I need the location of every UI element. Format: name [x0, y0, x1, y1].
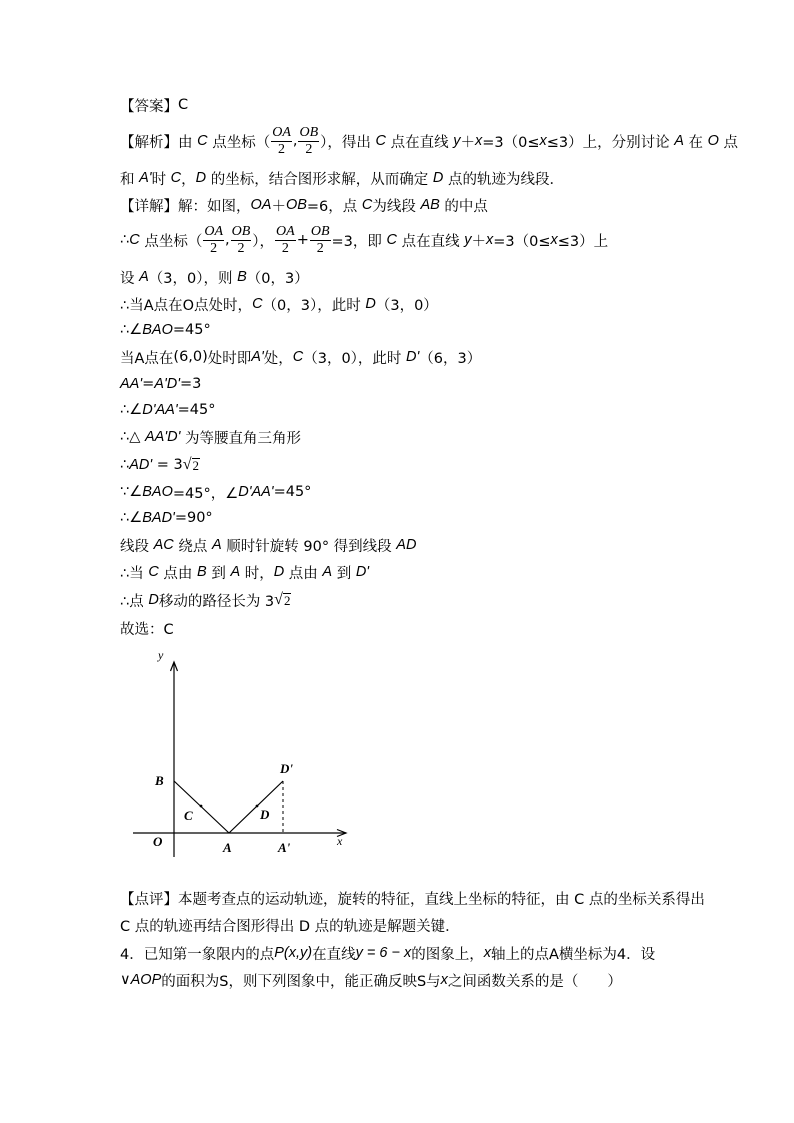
- math-variable: y = 6 − x: [355, 945, 412, 961]
- text-run: =3: [179, 376, 202, 392]
- fraction: [203, 225, 224, 256]
- math-variable: C: [252, 296, 263, 312]
- text-run: ，: [181, 171, 196, 188]
- math-variable: OB: [285, 197, 307, 213]
- math-variable: B: [237, 269, 247, 285]
- math-variable: BAO: [142, 322, 173, 338]
- math-variable: D: [432, 170, 444, 186]
- text-run: ∴∠: [120, 402, 143, 418]
- math-variable: D: [148, 592, 159, 608]
- text-run: =90°: [174, 510, 213, 526]
- text-run: 绕点: [173, 538, 212, 555]
- math-variable: AC: [153, 537, 174, 553]
- text-run: 的图象上，: [411, 946, 484, 963]
- text-run: 4．已知第一象限内的点: [120, 946, 275, 963]
- label-D-prime: D': [280, 761, 293, 776]
- text-run: 到: [332, 565, 356, 582]
- math-variable: x: [440, 972, 448, 988]
- text-run: 时: [151, 171, 171, 188]
- text-run: 【答案】: [120, 98, 178, 115]
- fraction-numerator: OB: [231, 223, 251, 239]
- fraction-numerator: OB: [299, 124, 319, 140]
- math-variable: AB: [420, 197, 440, 213]
- text-run: 时，: [240, 565, 274, 582]
- fraction: [275, 225, 296, 256]
- text-run: ＋: [271, 198, 286, 215]
- math-variable: x: [550, 232, 558, 248]
- text-run: 的坐标，结合图形求解，从而确定: [206, 171, 433, 188]
- fraction-numerator: OA: [204, 223, 223, 239]
- math-variable: B: [197, 564, 207, 580]
- text-run: 在: [683, 134, 708, 151]
- radical-sign: √: [274, 591, 283, 608]
- choice-line: [120, 612, 174, 644]
- text-run: （3，0），此时: [303, 350, 407, 367]
- answer-line: [120, 89, 188, 121]
- text-run: （3，0），则: [148, 270, 238, 287]
- math-variable: x: [539, 133, 547, 149]
- text-run: 线段: [120, 538, 154, 555]
- math-variable: AA'D': [145, 429, 181, 445]
- text-run: ,: [225, 232, 230, 248]
- math-variable: BAD': [142, 510, 175, 526]
- fraction-denominator: 2: [210, 240, 218, 256]
- text-run: 为等腰直角三角形: [180, 430, 301, 447]
- text-run: ,: [292, 133, 298, 149]
- text-run: （0，3）: [246, 270, 309, 287]
- text-run: ∵∠: [120, 484, 143, 500]
- fraction-numerator: OA: [272, 124, 291, 140]
- math-variable: P(x,y): [274, 945, 313, 961]
- math-variable: D: [195, 170, 207, 186]
- text-run: 处时即: [207, 350, 252, 367]
- radicand: 2: [283, 593, 291, 608]
- text-run: 点由: [158, 565, 198, 582]
- text-run: ∴∠: [120, 510, 143, 526]
- text-run: 点坐标（: [207, 134, 271, 151]
- text-run: 故选：C: [120, 621, 174, 638]
- label-D: D: [260, 807, 270, 822]
- text-run: ≤3）上，分别讨论: [546, 134, 675, 151]
- math-variable: C: [292, 349, 304, 365]
- segment-AD-prime: [229, 781, 283, 833]
- math-variable: OA: [250, 197, 272, 213]
- text-run: 【详解】解：如图，: [120, 198, 251, 215]
- math-variable: D': [355, 564, 370, 580]
- radical-sign: √: [182, 456, 192, 473]
- detail-line-1: [120, 189, 488, 221]
- text-run: C 点的轨迹再结合图形得出 D 点的轨迹是解题关键．: [120, 918, 460, 935]
- text-run: 点坐标（: [139, 233, 203, 250]
- math-variable: D'AA': [238, 484, 274, 500]
- text-run: 点在直线: [386, 134, 454, 151]
- text-run: ＋: [460, 134, 475, 151]
- radicand: 2: [192, 458, 200, 473]
- text-run: ＋: [471, 233, 486, 250]
- square-root: [183, 456, 200, 474]
- math-variable: D': [406, 349, 420, 365]
- text-run: +: [296, 232, 309, 248]
- text-run: ∴△: [120, 429, 145, 445]
- text-run: ≤3）上: [557, 233, 609, 250]
- text-run: = 3: [152, 457, 183, 473]
- math-variable: AOP: [130, 972, 162, 988]
- fraction-denominator: 2: [237, 240, 245, 256]
- label-y-axis: y: [158, 648, 164, 662]
- math-variable: A': [251, 349, 264, 365]
- fraction-denominator: 2: [305, 141, 313, 157]
- point-C-dot: [200, 805, 203, 808]
- text-run: =3（0≤: [482, 134, 540, 151]
- square-root: [274, 591, 291, 609]
- text-run: ∴当: [120, 565, 149, 582]
- math-variable: C: [148, 564, 159, 580]
- fraction: [310, 225, 331, 256]
- text-run: 在直线: [312, 946, 356, 963]
- question-4-line-2: [120, 964, 622, 996]
- math-variable: C: [197, 133, 208, 149]
- math-variable: D: [365, 296, 376, 312]
- text-run: ∴点: [120, 593, 149, 610]
- math-variable: AD': [129, 457, 153, 473]
- coordinate-figure: [130, 645, 360, 860]
- detail-line-2: [120, 224, 608, 256]
- text-run: C: [178, 97, 189, 113]
- math-variable: C: [129, 232, 140, 248]
- text-run: 点: [718, 134, 738, 151]
- fraction-numerator: OA: [276, 223, 295, 239]
- math-variable: BAO: [142, 484, 173, 500]
- label-O: O: [153, 834, 163, 849]
- text-run: （0，3），此时: [262, 297, 366, 314]
- text-run: =45°，∠: [172, 485, 239, 502]
- text-run: =3（0≤: [493, 233, 551, 250]
- text-run: (6,0): [173, 349, 208, 365]
- math-variable: y: [453, 133, 461, 149]
- text-run: 处，: [263, 350, 293, 367]
- point-D-dot: [256, 805, 259, 808]
- text-run: 当A点在: [120, 350, 174, 367]
- math-variable: A: [322, 564, 333, 580]
- analysis-line-1: [120, 125, 738, 157]
- math-variable: AD: [396, 537, 417, 553]
- math-variable: x: [483, 945, 491, 961]
- text-run: 为线段: [372, 198, 421, 215]
- math-variable: C: [170, 170, 182, 186]
- text-run: 点的轨迹为线段．: [443, 171, 564, 188]
- text-run: ∴: [120, 232, 130, 248]
- fraction: [271, 126, 292, 157]
- math-variable: C: [375, 133, 386, 149]
- text-run: ），: [252, 233, 275, 250]
- text-run: ），得出: [320, 134, 376, 151]
- math-variable: y: [464, 232, 472, 248]
- math-variable: O: [707, 133, 719, 149]
- text-run: 【解析】由: [120, 134, 198, 151]
- text-run: （3，0）: [375, 297, 438, 314]
- text-run: ∴∠: [120, 322, 143, 338]
- math-variable: C: [386, 232, 397, 248]
- text-run: =3，即: [331, 233, 387, 250]
- text-run: 轴上的点A横坐标为4．设: [490, 946, 656, 963]
- math-variable: A'D': [154, 376, 180, 392]
- math-variable: A: [674, 133, 684, 149]
- text-run: 点在直线: [397, 233, 465, 250]
- text-run: 的面积为S，则下列图象中，能正确反映S与: [161, 973, 441, 990]
- text-run: 点由: [284, 565, 323, 582]
- text-run: 移动的路径长为 3: [158, 593, 275, 610]
- math-variable: D: [273, 564, 285, 580]
- text-run: 和: [120, 171, 140, 188]
- text-run: =45°: [177, 402, 216, 418]
- math-variable: A: [230, 564, 241, 580]
- text-run: ∴当A点在O点处时，: [120, 297, 253, 314]
- text-run: 的中点: [439, 198, 488, 215]
- fraction-numerator: OB: [310, 223, 330, 239]
- fraction-denominator: 2: [281, 240, 289, 256]
- text-run: 到: [206, 565, 231, 582]
- text-run: 设: [120, 270, 140, 287]
- math-variable: D'AA': [142, 402, 178, 418]
- text-run: =45°: [273, 484, 312, 500]
- text-run: 【点评】本题考查点的运动轨迹，旋转的特征，直线上坐标的特征，由 C 点的坐标关系得出: [120, 891, 705, 908]
- text-run: 顺时针旋转 90° 得到线段: [221, 538, 397, 555]
- label-C: C: [184, 808, 193, 823]
- math-variable: x: [474, 133, 483, 149]
- text-run: =6，点: [306, 198, 362, 215]
- fraction: [231, 225, 252, 256]
- math-variable: A': [139, 170, 152, 186]
- math-variable: A: [139, 269, 149, 285]
- label-x-axis: x: [337, 834, 343, 848]
- math-variable: C: [361, 197, 373, 213]
- text-run: =45°: [172, 322, 211, 338]
- text-run: =: [142, 376, 155, 392]
- math-variable: x: [485, 232, 494, 248]
- fraction: [298, 126, 319, 157]
- text-run: （6，3）: [419, 350, 482, 367]
- label-B: B: [155, 773, 164, 788]
- label-A-prime: A': [278, 840, 291, 855]
- label-A: A: [223, 840, 232, 855]
- math-variable: AA': [120, 376, 143, 392]
- fraction-denominator: 2: [278, 141, 286, 157]
- math-variable: A: [211, 537, 222, 553]
- text-run: ∨: [120, 972, 131, 988]
- fraction-denominator: 2: [316, 240, 324, 256]
- text-run: ∴: [120, 457, 130, 473]
- text-run: 之间函数关系的是（ ）: [447, 973, 622, 990]
